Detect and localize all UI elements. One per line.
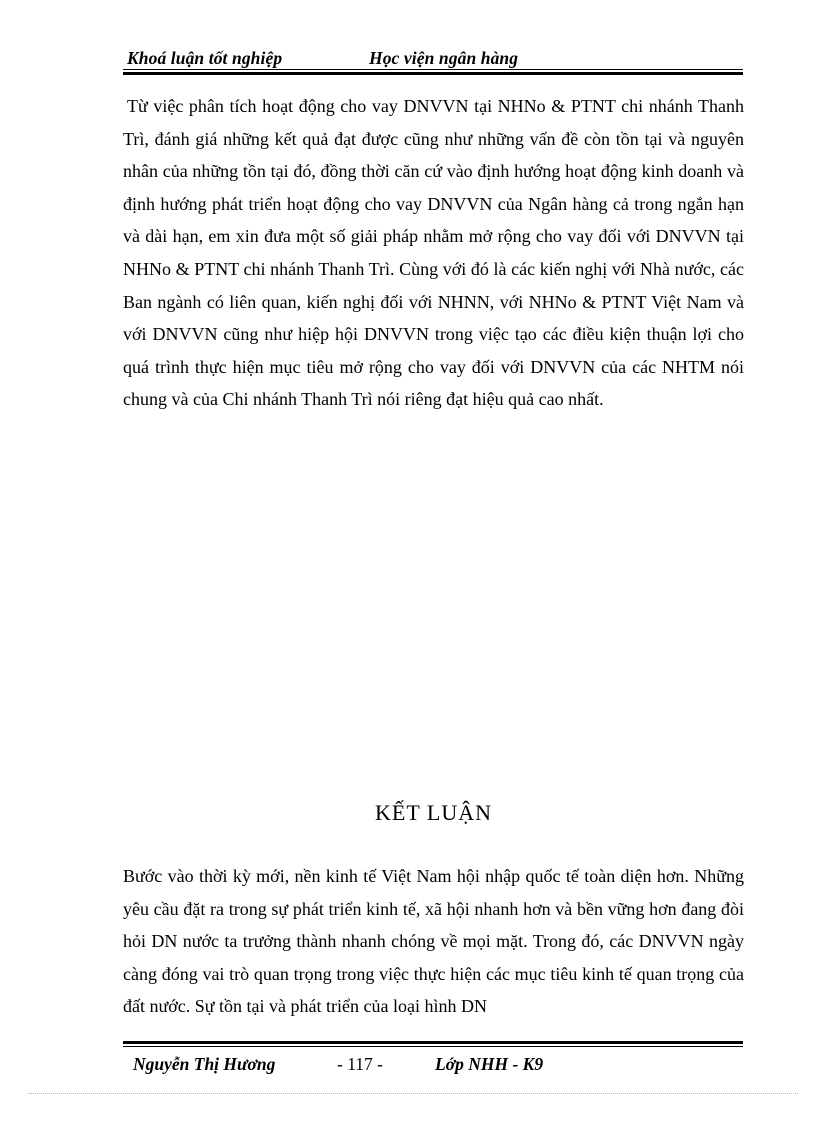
header-rule-thin [123,69,743,70]
header-thesis-label: Khoá luận tốt nghiệp [127,48,283,68]
footer-class: Lớp NHH - K9 [435,1054,544,1074]
footer-rule-thin [123,1046,743,1047]
body-paragraph-1: Từ việc phân tích hoạt động cho vay DNVVN tại NHNo & PTNT chi nhánh Thanh Trì, đánh giá những kết quả đạt được cũng như những vấn đề còn tồn tại và nguyên nhân của những tồn tại đó, đồng thời căn cứ vào định hướng hoạt động kinh doanh và định hướng phát triển hoạt động cho vay DNVVN của Ngân hàng cả trong ngắn hạn và dài hạn, em xin đưa một số giải pháp nhằm mở rộng cho vay đối với DNVVN tại NHNo & PTNT chi nhánh Thanh Trì. Cùng với đó là các kiến nghị với Nhà nước, các Ban ngành có liên quan, kiến nghị đối với NHNN, với NHNo & PTNT Việt Nam và với DNVVN cũng như hiệp hội DNVVN trong việc tạo các điều kiện thuận lợi cho quá trình thực hiện mục tiêu mở rộng cho vay đối với DNVVN của các NHTM nói chung và của Chi nhánh Thanh Trì nói riêng đạt hiệu quả cao nhất. [123,96,744,410]
page-bottom-dotted-border [28,1093,798,1094]
conclusion-heading: KẾT LUẬN [375,800,492,825]
body-paragraph-2: Bước vào thời kỳ mới, nền kinh tế Việt Nam hội nhập quốc tế toàn diện hơn. Những yêu cầu đặt ra trong sự phát triển kinh tế, xã hội nhanh hơn và bền vững hơn đang đòi hỏi DN nước ta trưởng thành nhanh chóng về mọi mặt. Trong đó, các DNVVN ngày càng đóng vai trò quan trọng trong việc thực hiện các mục tiêu kinh tế quan trọng của đất nước. Sự tồn tại và phát triển của loại hình DN [123,866,744,1017]
footer-page-number: - 117 - [337,1054,384,1074]
footer-author: Nguyễn Thị Hương [133,1054,276,1074]
footer-rule-thick [123,1041,743,1044]
page-footer [123,1052,743,1078]
header-institution-label: Học viện ngân hàng [369,48,519,68]
page-header [123,46,743,68]
header-rule-thick [123,72,743,75]
